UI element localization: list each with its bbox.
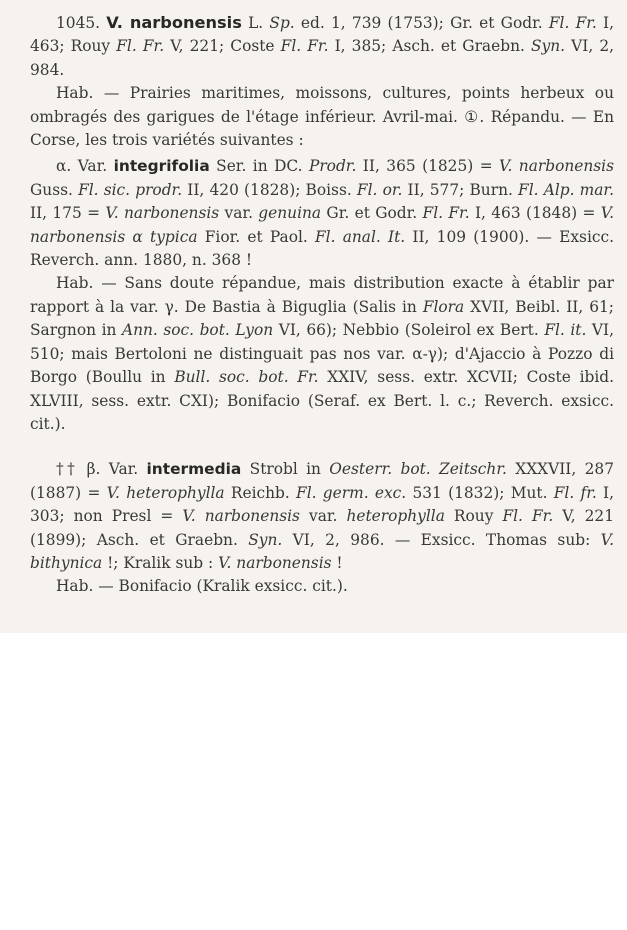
citation-text: II, 577; Burn.: [402, 180, 519, 199]
citation-italic: Fl. germ. exc.: [296, 483, 407, 502]
citation-italic: Fl. sic. prodr.: [78, 180, 183, 199]
citation-italic: V. narbonensis α typica: [30, 204, 615, 246]
citation-text: Gr. et Godr.: [321, 204, 423, 223]
citation-text: 531 (1832); Mut.: [406, 483, 554, 502]
citation-italic: genuina: [258, 204, 322, 223]
species-entry-heading: [30, 11, 614, 82]
citation-italic: V. narbonensis: [105, 204, 220, 223]
citation-italic: heterophylla: [346, 507, 445, 526]
citation-text: V, 221; Coste: [164, 37, 281, 56]
citation-italic: Ann. soc. bot. Lyon: [121, 321, 274, 340]
citation-italic: Bull. soc. bot. Fr.: [174, 368, 319, 387]
citation-italic: Fl. Fr.: [422, 204, 470, 223]
citation-italic: Flora: [422, 297, 465, 316]
citation-text: II, 420 (1828); Boiss.: [182, 180, 357, 199]
citation-text: Ser. in DC.: [209, 157, 309, 176]
citation-text: !: [331, 553, 343, 572]
citation-italic: V. bithynica: [30, 530, 614, 572]
citation-text: I, 385; Asch. et Graebn.: [328, 37, 531, 56]
entry-number: 1045.: [56, 14, 101, 32]
citation-italic: Fl. Fr.: [502, 507, 554, 526]
habitat-text: XXIV, sess. extr. XCVII; Coste ibid. XLVIII, sess. extr. CXI); Bonifacio (Seraf. ex Bert. l. c.; Reverch. exsicc. cit.).: [30, 368, 615, 433]
paragraph-gap: [30, 436, 614, 458]
citation-italic: Fl. Fr.: [548, 14, 597, 32]
citation-text: Reichb.: [224, 483, 297, 502]
citation-italic: Sp.: [269, 14, 295, 32]
habitat-text: Hab. — Sans doute répandue, mais distribution exacte à établir par rapport à la var. γ. De Bastia à Biguglia (Salis in: [30, 274, 614, 316]
citation-italic: Fl. anal. It.: [315, 227, 406, 246]
variety-name: integrifolia: [113, 157, 210, 176]
habitat-main: Hab. — Prairies maritimes, moissons, cultures, points herbeux ou ombragés des garigues de l'étage inférieur. Avril-mai. ①. Répandu. — En Corse, les trois variétés suivantes :: [30, 84, 614, 150]
citation-text: var.: [219, 204, 259, 223]
citation-text: I, 303; non Presl =: [30, 483, 615, 526]
habitat-beta: Hab. — Bonifacio (Kralik exsicc. cit.).: [56, 577, 348, 596]
citation-text: Fior. et Paol.: [197, 227, 315, 246]
citation-text: VI, 2, 984.: [30, 37, 615, 79]
citation-text: I, 463; Rouy: [30, 14, 615, 56]
citation-italic: Fl. it.: [544, 321, 587, 340]
citation-italic: Syn.: [530, 37, 566, 56]
variety-alpha: [30, 155, 614, 272]
citation-italic: Prodr.: [308, 157, 357, 176]
habitat-text: XVII, Beibl. II, 61; Sargnon in: [30, 297, 614, 340]
citation-text: Rouy: [444, 507, 503, 526]
citation-italic: Fl. Fr.: [116, 37, 165, 56]
citation-italic: Syn.: [248, 530, 283, 549]
variety-label: †† β. Var.: [56, 460, 147, 479]
citation-italic: Fl. fr.: [553, 483, 597, 502]
habitat-alpha: [30, 272, 614, 436]
citation-italic: Fl. or.: [356, 180, 403, 199]
citation-text: L.: [241, 14, 270, 32]
citation-italic: Oesterr. bot. Zeitschr.: [329, 460, 507, 479]
variety-name: intermedia: [146, 460, 242, 479]
species-name: V. narbonensis: [106, 13, 242, 32]
citation-italic: V. narbonensis: [499, 157, 614, 176]
citation-text: !; Kralik sub :: [102, 553, 219, 572]
text-block: [30, 11, 614, 599]
variety-label: α. Var.: [56, 157, 114, 176]
citation-italic: V. narbonensis: [182, 507, 300, 526]
citation-text: I, 463 (1848) =: [469, 204, 601, 223]
citation-italic: V. narbonensis: [218, 553, 332, 572]
citation-italic: Fl. Fr.: [280, 37, 329, 56]
citation-text: ed. 1, 739 (1753); Gr. et Godr.: [294, 14, 549, 32]
citation-text: var.: [299, 507, 347, 526]
citation-text: VI, 2, 986. — Exsicc. Thomas sub:: [282, 530, 601, 549]
citation-text: II, 109 (1900). — Exsicc. Reverch. ann. 1880, n. 368 !: [30, 227, 615, 270]
citation-text: Guss.: [30, 180, 79, 199]
citation-text: II, 365 (1825) =: [356, 157, 500, 176]
habitat-text: VI, 510; mais Bertoloni ne distinguait pas nos var. α-γ); d'Ajaccio à Pozzo di Borgo (Boullu in: [30, 321, 614, 387]
habitat-text: VI, 66); Nebbio (Soleirol ex Bert.: [273, 321, 545, 340]
variety-beta: [30, 458, 614, 575]
citation-italic: Fl. Alp. mar.: [518, 180, 614, 199]
citation-italic: V. heterophylla: [106, 483, 225, 502]
citation-text: II, 175 =: [30, 204, 106, 223]
citation-text: V, 221 (1899); Asch. et Graebn.: [30, 507, 615, 549]
citation-text: XXXVII, 287 (1887) =: [30, 460, 614, 502]
citation-text: Strobl in: [241, 460, 330, 479]
